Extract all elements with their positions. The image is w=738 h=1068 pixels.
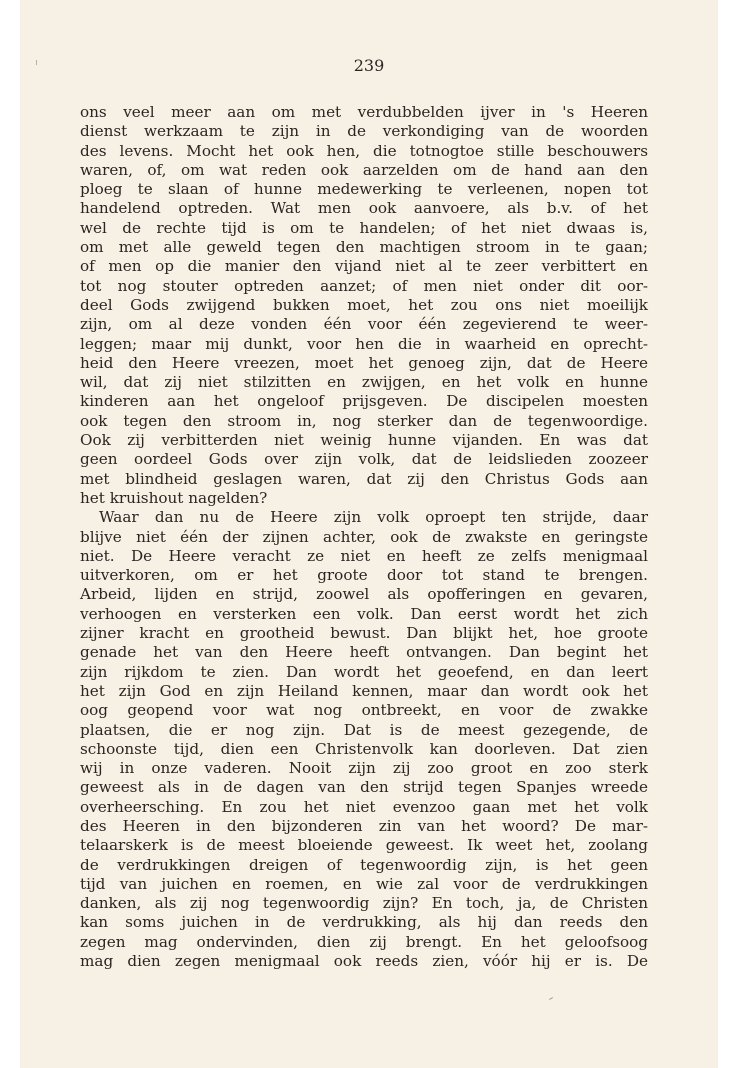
text-line: wel de rechte tijd is om te handelen; of het niet dwaas is, xyxy=(80,218,648,237)
text-line: geen oordeel Gods over zijn volk, dat de leidslieden zoozeer xyxy=(80,450,648,469)
text-line: uitverkoren, om er het groote door tot stand te brengen. xyxy=(80,566,648,585)
text-line: ook tegen den stroom in, nog sterker dan de tegenwoordige. xyxy=(80,411,648,430)
text-line: Arbeid, lijden en strijd, zoowel als opofferingen en gevaren, xyxy=(80,585,648,604)
text-line: of men op die manier den vijand niet al te zeer verbittert en xyxy=(80,257,648,276)
text-line: niet. De Heere veracht ze niet en heeft ze zelfs menigmaal xyxy=(80,546,648,565)
text-line: tot nog stouter optreden aanzet; of men niet onder dit oor- xyxy=(80,276,648,295)
text-line: waren, of, om wat reden ook aarzelden om de hand aan den xyxy=(80,160,648,179)
text-line: des levens. Mocht het ook hen, die totnogtoe stille beschouwers xyxy=(80,141,648,160)
text-line: dienst werkzaam te zijn in de verkondiging van de woorden xyxy=(80,122,648,141)
scan-mark xyxy=(549,997,553,1000)
text-line: wij in onze vaderen. Nooit zijn zij zoo groot en zoo sterk xyxy=(80,759,648,778)
text-line: genade het van den Heere heeft ontvangen. Dan begint het xyxy=(80,643,648,662)
text-line: kinderen aan het ongeloof prijsgeven. De discipelen moesten xyxy=(80,392,648,411)
text-line: oog geopend voor wat nog ontbreekt, en voor de zwakke xyxy=(80,701,648,720)
text-line: des Heeren in den bijzonderen zin van het woord? De mar- xyxy=(80,816,648,835)
text-line: telaarskerk is de meest bloeiende geweest. Ik weet het, zoolang xyxy=(80,836,648,855)
book-page xyxy=(20,0,718,1068)
text-line: om met alle geweld tegen den machtigen stroom in te gaan; xyxy=(80,238,648,257)
text-line: Ook zij verbitterden niet weinig hunne vijanden. En was dat xyxy=(80,431,648,450)
text-line: plaatsen, die er nog zijn. Dat is de meest gezegende, de xyxy=(80,720,648,739)
text-line: verhoogen en versterken een volk. Dan eerst wordt het zich xyxy=(80,604,648,623)
text-line: tijd van juichen en roemen, en wie zal voor de verdrukkingen xyxy=(80,874,648,893)
text-line: mag dien zegen menigmaal ook reeds zien, vóór hij er is. De xyxy=(80,952,648,971)
text-line: ploeg te slaan of hunne medewerking te verleenen, nopen tot xyxy=(80,180,648,199)
text-line: wil, dat zij niet stilzitten en zwijgen, en het volk en hunne xyxy=(80,373,648,392)
page-number: 239 xyxy=(353,56,385,75)
text-line: zegen mag ondervinden, dien zij brengt. En het geloofsoog xyxy=(80,932,648,951)
text-line: het zijn God en zijn Heiland kennen, maar dan wordt ook het xyxy=(80,681,648,700)
text-line: Waar dan nu de Heere zijn volk oproept ten strijde, daar xyxy=(99,508,648,527)
text-line: ons veel meer aan om met verdubbelden ijver in 's Heeren xyxy=(80,103,648,121)
text-line: deel Gods zwijgend bukken moet, het zou ons niet moeilijk xyxy=(80,295,648,314)
text-line: handelend optreden. Wat men ook aanvoere, als b.v. of het xyxy=(80,199,648,218)
text-line: danken, als zij nog tegenwoordig zijn? En toch, ja, de Christen xyxy=(80,894,648,913)
text-line: blijve niet één der zijnen achter, ook de zwakste en geringste xyxy=(80,527,648,546)
text-line: zijn rijkdom te zien. Dan wordt het geoefend, en dan leert xyxy=(80,662,648,681)
text-line: geweest als in de dagen van den strijd tegen Spanjes wreede xyxy=(80,778,648,797)
text-line: met blindheid geslagen waren, dat zij den Christus Gods aan xyxy=(80,469,648,488)
text-line: heid den Heere vreezen, moet het genoeg zijn, dat de Heere xyxy=(80,353,648,372)
text-line: het kruishout nagelden? xyxy=(80,488,268,507)
text-line: de verdrukkingen dreigen of tegenwoordig zijn, is het geen xyxy=(80,855,648,874)
text-line: overheersching. En zou het niet evenzoo gaan met het volk xyxy=(80,797,648,816)
text-line: zijn, om al deze vonden één voor één zegevierend te weer- xyxy=(80,315,648,334)
text-line: leggen; maar mij dunkt, voor hen die in waarheid en oprecht- xyxy=(80,334,648,353)
text-line: kan soms juichen in de verdrukking, als hij dan reeds den xyxy=(80,913,648,932)
body-text xyxy=(80,103,648,971)
text-line: zijner kracht en grootheid bewust. Dan blijkt het, hoe groote xyxy=(80,624,648,643)
text-line: schoonste tijd, dien een Christenvolk kan doorleven. Dat zien xyxy=(80,739,648,758)
